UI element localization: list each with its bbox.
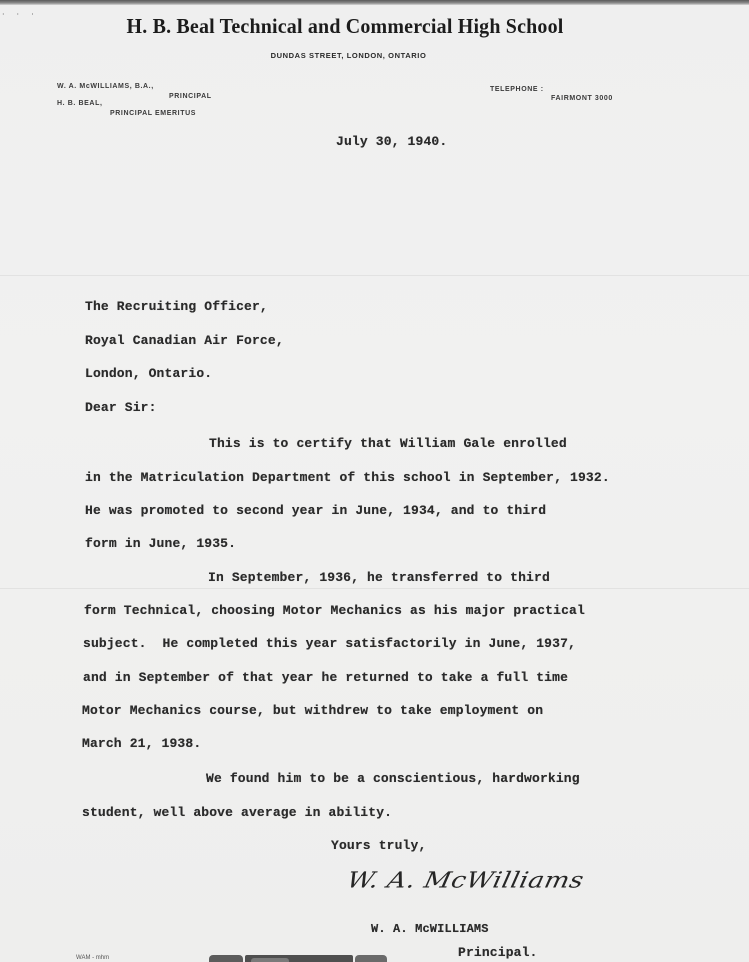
body-line: Motor Mechanics course, but withdrew to take employment on — [82, 703, 544, 718]
closing: Yours truly, — [331, 838, 427, 853]
next-page-button[interactable] — [355, 955, 387, 962]
school-address: DUNDAS STREET, LONDON, ONTARIO — [270, 51, 427, 60]
paper-specks: ··· — [2, 10, 46, 19]
body-line: form Technical, choosing Motor Mechanics as his major practical — [84, 603, 585, 618]
previous-page-button[interactable] — [209, 955, 243, 962]
recipient-line: Royal Canadian Air Force, — [85, 333, 284, 348]
emeritus-title: PRINCIPAL EMERITUS — [110, 110, 196, 117]
viewer-toolbar — [209, 955, 387, 962]
body-line: We found him to be a conscientious, hardworking — [206, 771, 580, 786]
principal-name: W. A. McWILLIAMS, B.A., — [57, 83, 154, 90]
handwritten-signature: W. A. McWilliams — [344, 868, 587, 894]
body-line: form in June, 1935. — [85, 536, 237, 551]
body-line: This is to certify that William Gale enrolled — [209, 436, 567, 451]
body-line: student, well above average in ability. — [82, 805, 393, 820]
body-line: March 21, 1938. — [82, 736, 202, 751]
principal-title: PRINCIPAL — [169, 93, 212, 100]
school-name: H. B. Beal Technical and Commercial High School — [126, 14, 564, 38]
window-top-edge — [0, 0, 749, 5]
body-line: and in September of that year he returned to take a full time — [83, 670, 569, 685]
telephone-number: FAIRMONT 3000 — [551, 95, 613, 102]
body-line: He was promoted to second year in June, 1934, and to third — [85, 503, 547, 518]
letter-date: July 30, 1940. — [336, 134, 448, 149]
signer-name: W. A. McWILLIAMS — [371, 922, 489, 936]
body-line: In September, 1936, he transferred to third — [208, 570, 550, 585]
body-line: subject. He completed this year satisfactorily in June, 1937, — [83, 636, 576, 651]
paper-fold-line — [0, 275, 749, 276]
page-indicator[interactable] — [245, 955, 353, 962]
typist-initials: WAM - mhm — [76, 955, 110, 961]
telephone-label: TELEPHONE : — [490, 86, 544, 93]
paper-fold-line — [0, 588, 749, 589]
recipient-line: The Recruiting Officer, — [85, 299, 268, 314]
recipient-line: London, Ontario. — [85, 366, 213, 381]
salutation: Dear Sir: — [85, 400, 157, 415]
emeritus-name: H. B. BEAL, — [57, 100, 103, 107]
signer-title: Principal. — [458, 945, 538, 960]
body-line: in the Matriculation Department of this school in September, 1932. — [85, 470, 610, 485]
page-indicator-thumb — [251, 958, 289, 962]
